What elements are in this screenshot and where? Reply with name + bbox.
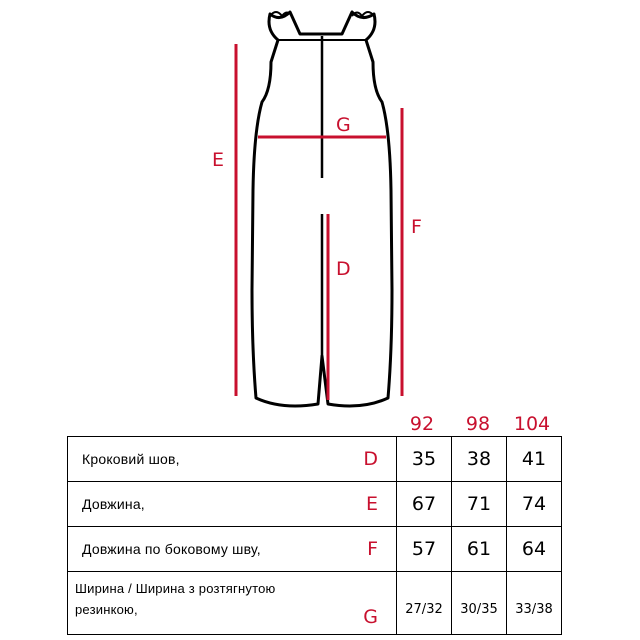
value-cell: 27/32 <box>397 572 452 635</box>
row-label: Довжина по боковому шву, <box>82 541 261 557</box>
size-header-104: 104 <box>513 413 551 435</box>
value-cell: 67 <box>397 482 452 527</box>
row-code: D <box>363 448 378 470</box>
table-row <box>68 482 562 527</box>
value-cell: 38 <box>452 437 507 482</box>
size-header-98: 98 <box>465 413 491 435</box>
row-code: G <box>363 606 378 628</box>
table-row <box>68 437 562 482</box>
table-row <box>68 527 562 572</box>
row-label-cell <box>68 482 397 527</box>
label-f: F <box>411 216 422 238</box>
size-header-92: 92 <box>409 413 435 435</box>
label-e: E <box>212 149 225 171</box>
row-label-line-1: Ширина / Ширина з розтягнутою <box>75 581 276 596</box>
row-label-cell <box>68 572 397 635</box>
row-code: E <box>365 493 378 515</box>
row-label <box>75 578 275 620</box>
label-g: G <box>336 114 351 136</box>
label-d: D <box>336 258 351 280</box>
row-label: Кроковий шов, <box>82 451 180 467</box>
value-cell: 41 <box>507 437 562 482</box>
row-label-cell <box>68 527 397 572</box>
table-row <box>68 572 562 635</box>
value-cell: 35 <box>397 437 452 482</box>
value-cell: 61 <box>452 527 507 572</box>
row-code: F <box>367 538 378 560</box>
size-chart-table <box>67 436 562 635</box>
value-cell: 30/35 <box>452 572 507 635</box>
value-cell: 57 <box>397 527 452 572</box>
value-cell: 74 <box>507 482 562 527</box>
value-cell: 64 <box>507 527 562 572</box>
row-label-cell <box>68 437 397 482</box>
row-label: Довжина, <box>82 496 145 512</box>
row-label-line-2: резинкою, <box>75 602 138 617</box>
value-cell: 33/38 <box>507 572 562 635</box>
value-cell: 71 <box>452 482 507 527</box>
